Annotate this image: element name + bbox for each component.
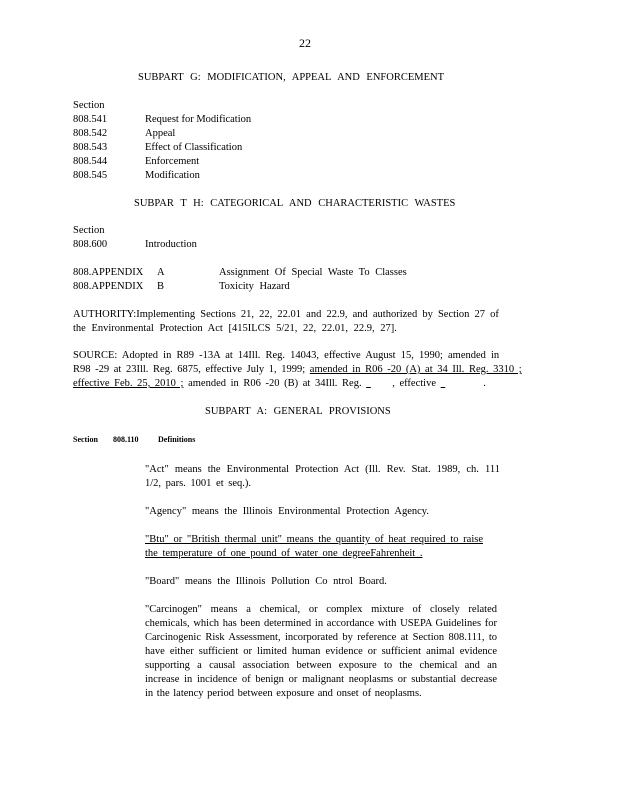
blank-register-page [366, 378, 392, 389]
toc-item-number: 808.545 [73, 170, 108, 181]
source-text: , effective [392, 378, 436, 389]
definition-text: "Agency" means the Illinois Environmental Protection Agency. [145, 506, 429, 517]
definition-btu [145, 533, 483, 561]
source-line-1: SOURCE: Adopted in R89 -13A at 14Ill. Reg. 14043, effective August 15, 1990; amended in [73, 350, 500, 361]
toc-item-number: 808.541 [73, 114, 108, 125]
definition-act [145, 463, 500, 491]
authority-line-1: AUTHORITY:Implementing Sections 21, 22, 22.01 and 22.9, and authorized by Section 27 of [73, 309, 499, 320]
source-text: . [483, 378, 486, 389]
appendix-number: 808.APPENDIX [73, 281, 144, 292]
source-amendment-underlined: amended in R06 -20 (A) at 34 Ill. Reg. 3310 ; [309, 364, 522, 375]
subpart-a-heading: SUBPART A: GENERAL PROVISIONS [205, 406, 391, 417]
toc-item-number: 808.600 [73, 239, 108, 250]
source-amendment-underlined: effective Feb. 25, 2010 ; [73, 378, 184, 389]
source-text: amended in R06 -20 (B) at 34Ill. Reg. [188, 378, 362, 389]
definition-text: "Board" means the Illinois Pollution Co ntrol Board. [145, 576, 387, 587]
appendix-title: Toxicity Hazard [219, 281, 290, 292]
subpart-g-heading: SUBPART G: MODIFICATION, APPEAL AND ENFORCEMENT [138, 72, 445, 83]
appendix-title: Assignment Of Special Waste To Classes [219, 267, 407, 278]
subpart-h-heading: SUBPAR T H: CATEGORICAL AND CHARACTERISTIC WASTES [134, 198, 456, 209]
toc-item-title: Effect of Classification [145, 142, 243, 153]
toc-item-title: Modification [145, 170, 200, 181]
definition-board [145, 575, 505, 589]
page-number: 22 [299, 36, 311, 50]
toc-item-title: Appeal [145, 128, 176, 139]
appendix-letter: B [157, 281, 165, 292]
toc-item-number: 808.544 [73, 156, 108, 167]
definition-agency [145, 505, 505, 519]
toc-item-number: 808.542 [73, 128, 108, 139]
section-title: Definitions [158, 435, 196, 444]
toc-g-section-label: Section [73, 100, 105, 111]
toc-item-title: Enforcement [145, 156, 200, 167]
section-number: 808.110 [113, 435, 139, 444]
toc-item-title: Introduction [145, 239, 197, 250]
source-line-3 [73, 378, 486, 389]
source-line-2 [73, 364, 522, 375]
toc-item-title: Request for Modification [145, 114, 252, 125]
source-text: R98 -29 at 23Ill. Reg. 6875, effective July 1, 1999; [73, 364, 306, 375]
appendix-letter: A [157, 267, 165, 278]
authority-line-2: the Environmental Protection Act [415ILCS 5/21, 22, 22.01, 22.9, 27]. [73, 323, 397, 334]
definition-text: "Carcinogen" means a chemical, or complex mixture of closely related chemicals, which has been determined in accordance with USEPA Guidelines for Carcinogenic Risk Assessment, incorporated by reference at Section 808.111, to have either sufficient or limited human evidence or sufficient animal evidence supporting a causal association between exposure to the chemical and an increase in incidence of benign or malignant neoplasms or substantial decrease in the latency period between exposure and onset of neoplasms. [145, 604, 497, 699]
blank-effective-date [441, 378, 479, 389]
definition-text: "Btu" or "British thermal unit" means the quantity of heat required to raise the temperature of one pound of water one degreeFahrenheit . [145, 534, 483, 559]
toc-h-section-label: Section [73, 225, 105, 236]
toc-item-number: 808.543 [73, 142, 108, 153]
appendix-number: 808.APPENDIX [73, 267, 144, 278]
section-label: Section [73, 435, 98, 444]
definition-text: "Act" means the Environmental Protection Act (Ill. Rev. Stat. 1989, ch. 111 1/2, pars. 1001 et seq.). [145, 464, 500, 489]
definition-carcinogen [145, 603, 497, 701]
